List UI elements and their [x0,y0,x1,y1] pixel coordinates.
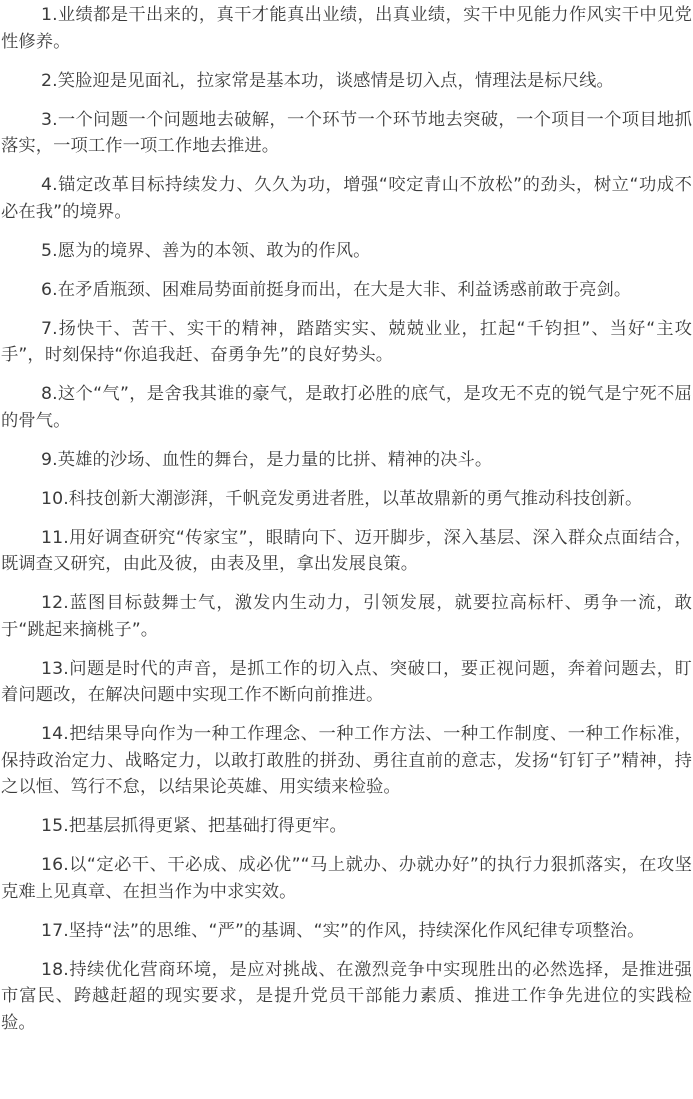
paragraph-9: 9.英雄的沙场、血性的舞台，是力量的比拼、精神的决斗。 [41,449,493,470]
paragraph-11: 11.用好调查研究“传家宝”，眼睛向下、迈开脚步，深入基层、深入群众点面结合，既调查又研究，由此及彼，由表及里，拿出发展良策。 [1,527,692,574]
paragraph-8: 8.这个“气”，是舍我其谁的豪气，是敢打必胜的底气，是攻无不克的锐气是宁死不屈的骨气。 [1,384,692,431]
paragraph-17: 17.坚持“法”的思维、“严”的基调、“实”的作风，持续深化作风纪律专项整治。 [41,920,645,941]
paragraph-4: 4.锚定改革目标持续发力、久久为功，增强“咬定青山不放松”的劲头，树立“功成不必在我”的境界。 [1,175,692,222]
paragraph-13: 13.问题是时代的声音，是抓工作的切入点、突破口，要正视问题，奔着问题去，盯着问题改，在解决问题中实现工作不断向前推进。 [1,658,692,705]
paragraph-5: 5.愿为的境界、善为的本领、敢为的作风。 [41,240,371,261]
paragraph-10: 10.科技创新大潮澎湃，千帆竞发勇进者胜，以革故鼎新的勇气推动科技创新。 [41,488,643,509]
paragraph-3: 3.一个问题一个问题地去破解，一个环节一个环节地去突破，一个项目一个项目地抓落实，一项工作一项工作地去推进。 [1,109,692,156]
paragraph-16: 16.以“定必干、干必成、成必优”“马上就办、办就办好”的执行力狠抓落实，在攻坚克难上见真章、在担当作为中求实效。 [1,855,692,902]
document-body [0,2,693,1036]
paragraph-15: 15.把基层抓得更紧、把基础打得更牢。 [41,816,347,836]
paragraph-18: 18.持续优化营商环境，是应对挑战、在激烈竞争中实现胜出的必然选择，是推进强市富民、跨越赶超的现实要求，是提升党员干部能力素质、推进工作争先进位的实践检验。 [1,959,692,1033]
paragraph-12: 12.蓝图目标鼓舞士气，激发内生动力，引领发展，就要拉高标杆、勇争一流，敢于“跳起来摘桃子”。 [1,593,692,640]
paragraph-2: 2.笑脸迎是见面礼，拉家常是基本功，谈感情是切入点，情理法是标尺线。 [41,70,614,91]
paragraph-1: 1.业绩都是干出来的，真干才能真出业绩，出真业绩，实干中见能力作风实干中见党性修养。 [1,5,692,52]
paragraph-14: 14.把结果导向作为一种工作理念、一种工作方法、一种工作制度、一种工作标准，保持政治定力、战略定力，以敢打敢胜的拼劲、勇往直前的意志，发扬“钉钉子”精神，持之以恒、笃行不怠，以结果论英雄、用实绩来检验。 [1,724,692,797]
paragraph-6: 6.在矛盾瓶颈、困难局势面前挺身而出，在大是大非、利益诱惑前敢于亮剑。 [41,279,632,300]
paragraph-7: 7.扬快干、苦干、实干的精神，踏踏实实、兢兢业业，扛起“千钧担”、当好“主攻手”，时刻保持“你追我赶、奋勇争先”的良好势头。 [1,318,692,365]
